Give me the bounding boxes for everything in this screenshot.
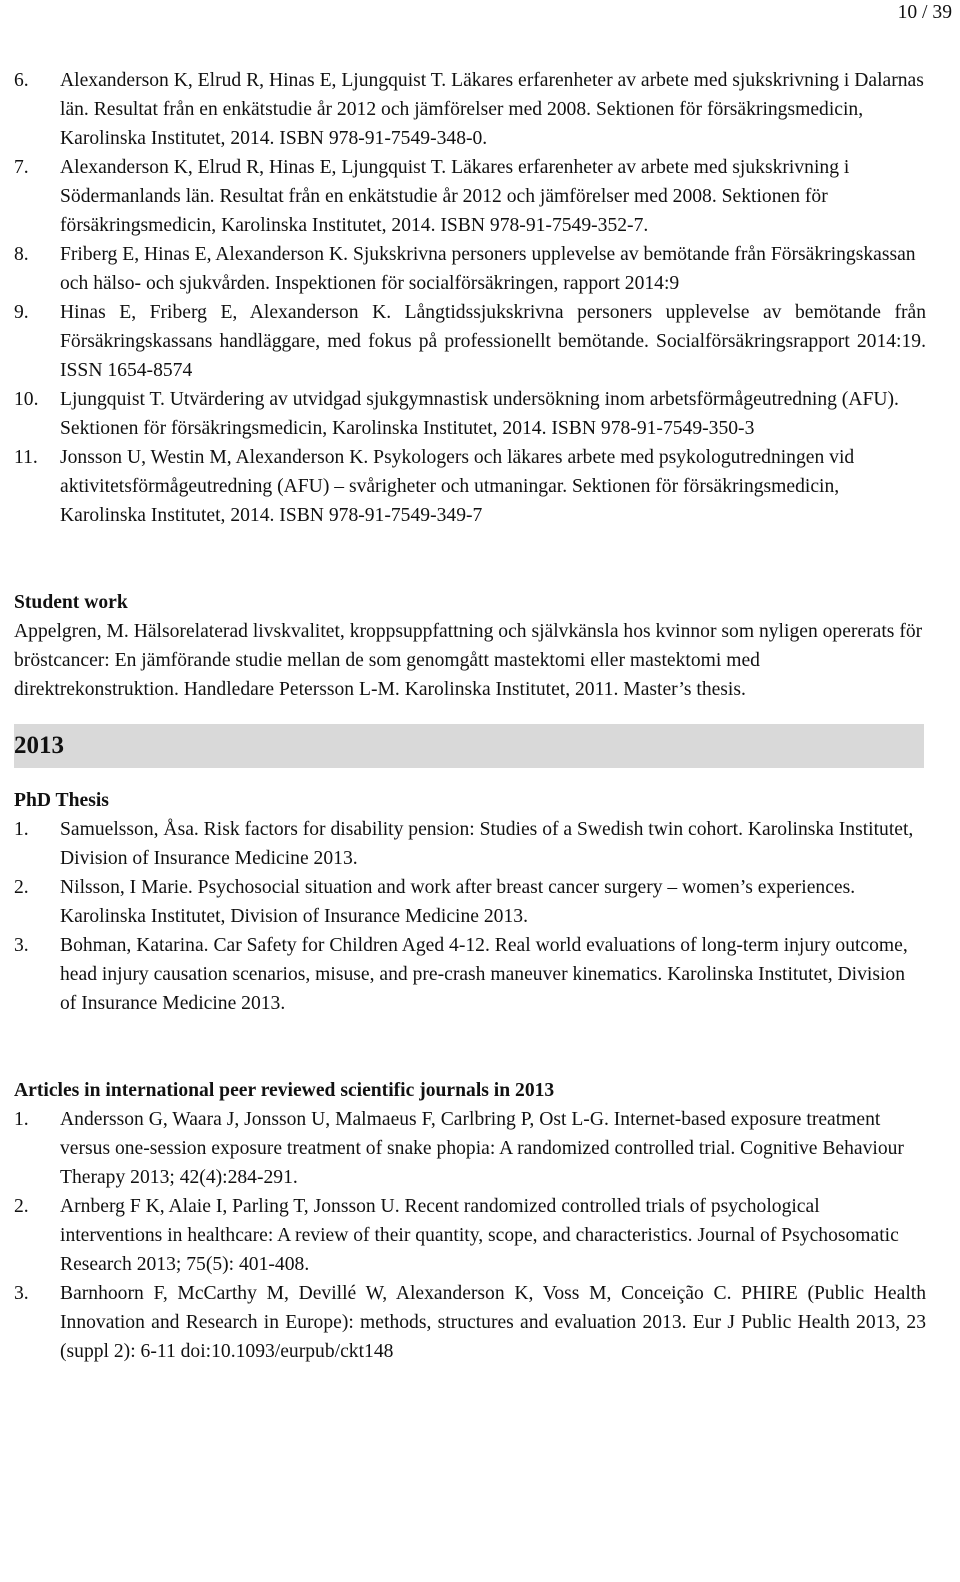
reference-number: 8. (14, 244, 29, 265)
thesis-text: Bohman, Katarina. Car Safety for Children Aged 4-12. Real world evaluations of long-term injury outcome, head injury causation scenarios, misuse, and pre-crash maneuver kinematics. Karolinska Institutet, Division of Insurance Medicine 2013. (60, 935, 908, 1014)
year-heading: 2013 (14, 732, 64, 759)
section-gap (14, 530, 926, 588)
reference-item (14, 443, 926, 530)
reference-item (14, 66, 926, 153)
reference-number: 11. (14, 447, 38, 468)
thesis-number: 3. (14, 935, 29, 956)
section-gap (14, 1018, 926, 1076)
phd-thesis-section (14, 786, 926, 1018)
thesis-text: Nilsson, I Marie. Psychosocial situation and work after breast cancer surgery – women’s experiences. Karolinska Institutet, Division of Insurance Medicine 2013. (60, 877, 856, 927)
reference-text: Hinas E, Friberg E, Alexanderson K. Långtidssjukskrivna personers upplevelse av bemötande från Försäkringskassans handläggare, med fokus på professionellt bemötande. Socialförsäkringsrapport 2014:19. ISSN 1654-8574 (60, 302, 926, 381)
thesis-item (14, 931, 926, 1018)
reference-text: Jonsson U, Westin M, Alexanderson K. Psykologers och läkares arbete med psykologutredningen vid aktivitetsförmågeutredning (AFU) – svårigheter och utmaningar. Sektionen för försäkringsmedicin, Karolinska Institutet, 2014. ISBN 978-91-7549-349-7 (60, 447, 855, 526)
student-work-section (14, 588, 926, 704)
article-item (14, 1279, 926, 1366)
student-work-text: Appelgren, M. Hälsorelaterad livskvalitet, kroppsuppfattning och självkänsla hos kvinnor som nyligen opererats för bröstcancer: En jämförande studie mellan de som genomgått mastektomi eller mastektomi med direktrekonstruktion. Handledare Petersson L-M. Karolinska Institutet, 2011. Master’s thesis. (14, 621, 923, 700)
reference-list-top (14, 66, 926, 530)
thesis-text: Samuelsson, Åsa. Risk factors for disability pension: Studies of a Swedish twin cohort. Karolinska Institutet, Division of Insurance Medicine 2013. (60, 819, 914, 869)
reference-number: 7. (14, 157, 29, 178)
reference-number: 6. (14, 70, 29, 91)
reference-text: Alexanderson K, Elrud R, Hinas E, Ljungquist T. Läkares erfarenheter av arbete med sjukskrivning i Dalarnas län. Resultat från en enkätstudie år 2012 och jämförelser med 2008. Sektionen för försäkringsmedicin, Karolinska Institutet, 2014. ISBN 978-91-7549-348-0. (60, 70, 924, 149)
article-item (14, 1192, 926, 1279)
reference-item (14, 240, 926, 298)
student-work-heading: Student work (14, 592, 128, 613)
page-number: 10 / 39 (897, 2, 952, 23)
reference-text: Ljungquist T. Utvärdering av utvidgad sjukgymnastisk undersökning inom arbetsförmågeutredning (AFU). Sektionen för försäkringsmedicin, Karolinska Institutet, 2014. ISBN 978-91-7549-350-3 (60, 389, 899, 439)
reference-item (14, 385, 926, 443)
phd-thesis-heading: PhD Thesis (14, 790, 109, 811)
reference-text: Friberg E, Hinas E, Alexanderson K. Sjukskrivna personers upplevelse av bemötande från Försäkringskassan och hälso- och sjukvården. Inspektionen för socialförsäkringen, rapport 2014:9 (60, 244, 916, 294)
section-gap (14, 768, 926, 786)
article-number: 1. (14, 1109, 29, 1130)
document-body (14, 66, 926, 1366)
thesis-number: 2. (14, 877, 29, 898)
thesis-number: 1. (14, 819, 29, 840)
reference-number: 10. (14, 389, 39, 410)
reference-item (14, 298, 926, 385)
thesis-item (14, 815, 926, 873)
article-number: 3. (14, 1283, 29, 1304)
reference-number: 9. (14, 302, 29, 323)
article-text: Barnhoorn F, McCarthy M, Devillé W, Alexanderson K, Voss M, Conceição C. PHIRE (Public Health Innovation and Research in Europe): methods, structures and evaluation 2013. Eur J Public Health 2013, 23 (suppl 2): 6-11 doi:10.1093/eurpub/ckt148 (60, 1283, 926, 1362)
reference-item (14, 153, 926, 240)
article-item (14, 1105, 926, 1192)
reference-text: Alexanderson K, Elrud R, Hinas E, Ljungquist T. Läkares erfarenheter av arbete med sjukskrivning i Södermanlands län. Resultat från en enkätstudie år 2012 och jämförelser med 2008. Sektionen för försäkringsmedicin, Karolinska Institutet, 2014. ISBN 978-91-7549-352-7. (60, 157, 850, 236)
article-text: Andersson G, Waara J, Jonsson U, Malmaeus F, Carlbring P, Ost L-G. Internet-based exposure treatment versus one-session exposure treatment of snake phopia: A randomized controlled trial. Cognitive Behaviour Therapy 2013; 42(4):284-291. (60, 1109, 904, 1188)
thesis-item (14, 873, 926, 931)
article-number: 2. (14, 1196, 29, 1217)
articles-section (14, 1076, 926, 1366)
year-heading-bar (14, 724, 924, 768)
article-text: Arnberg F K, Alaie I, Parling T, Jonsson U. Recent randomized controlled trials of psychological interventions in healthcare: A review of their quantity, scope, and characteristics. Journal of Psychosomatic Research 2013; 75(5): 401-408. (60, 1196, 899, 1275)
articles-heading: Articles in international peer reviewed scientific journals in 2013 (14, 1080, 555, 1101)
